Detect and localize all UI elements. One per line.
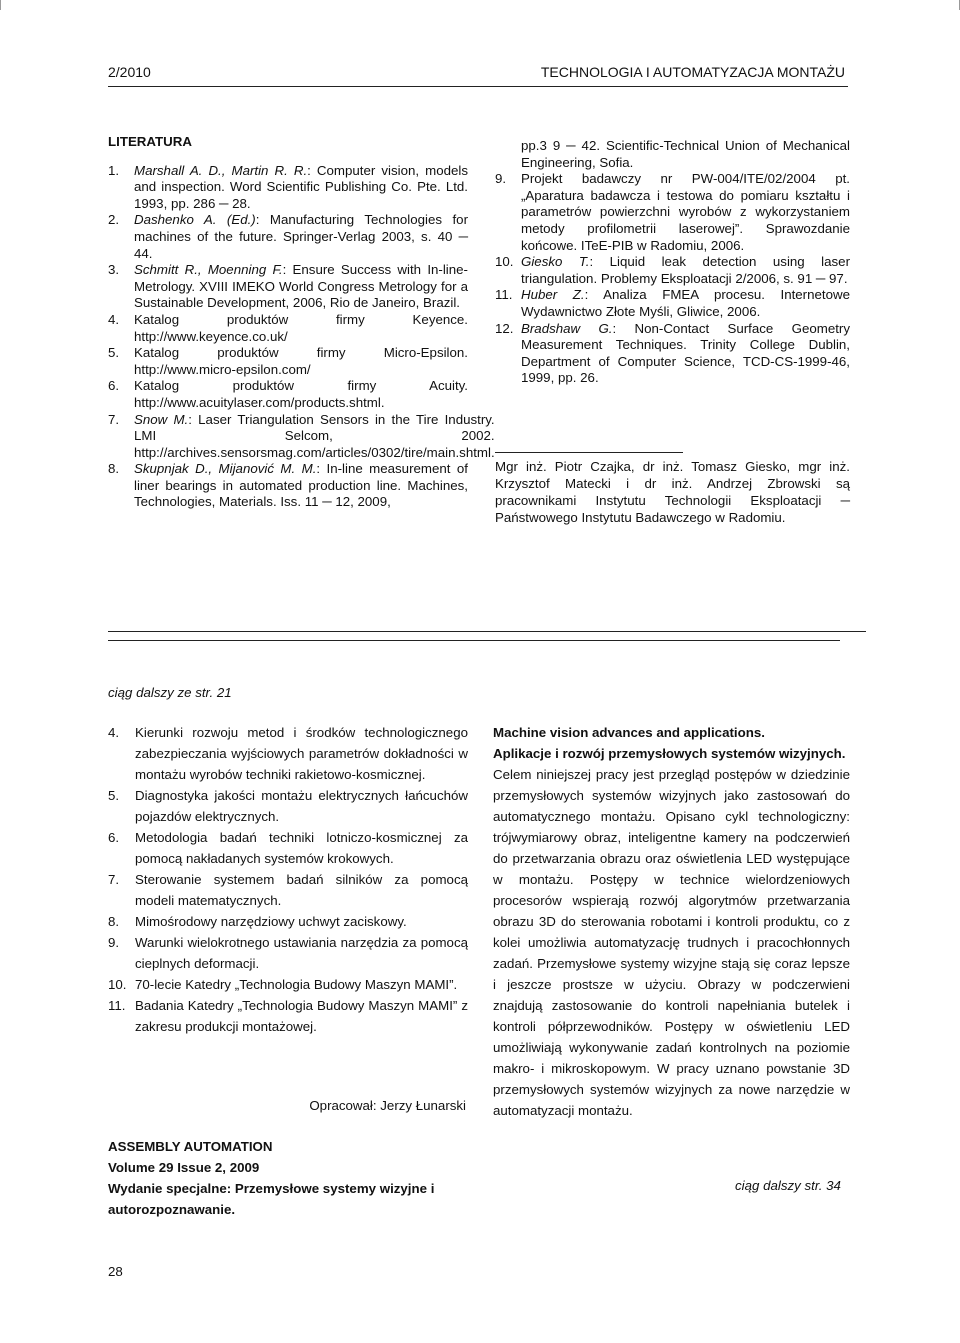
ref-body: : Ensure Success with In-line-Metrology. XVIII IMEKO World Congress Metrology for a Sustainable Development, 2006, Rio de Janeiro, Brazil. xyxy=(134,262,468,311)
reference-item xyxy=(108,212,468,262)
crop-mark xyxy=(0,0,1,10)
literature-title: LITERATURA xyxy=(108,134,192,149)
ref-text xyxy=(521,321,850,387)
ref-number: 5. xyxy=(108,345,120,361)
topic-number: 4. xyxy=(108,725,120,740)
ref-number: 11. xyxy=(495,287,513,303)
ref-number: 9. xyxy=(495,171,507,187)
ref-text xyxy=(521,138,850,171)
ref-body: : Computer vision, models and inspection. Word Scientific Publishing Co. Pte. Ltd. 1993, pp. 286 ─ 28. xyxy=(134,162,468,211)
topic-text: Sterowanie systemem badań silników za pomocą modeli matematycznych. xyxy=(135,872,468,908)
abstract-body: Celem niniejszej pracy jest przegląd postępów w dziedzinie przemysłowych systemów wizyjnych jako zastosowań do automatycznego montażu. Opisano cykl technologiczny: trójwymiarowy obraz, inteligentne kamery na podczerwień do przetwarzania obrazu oraz oświetlenia LED występujące w montażu. Postępy w technice wielordzeniowych procesorów wspierają rozwój algorytmów przetwarzania obrazu 3D do sterowania robotami i kontroli produktu, co z kolei umożliwia automatyzację trudnych i pracochłonnych zadań. Przemysłowe systemy wizyjne stają się coraz lepsze i jeszcze prostsze w użyciu. Obrazy w podczerwieni znajdują zastosowanie do kontroli napełniania butelek i kontroli półprzewodników. Postępy w oświetleniu LED umożliwiają wykonywanie zadań kontrolnych na poziomie makro- i mikroskopowym. W pracy uznano powstanie 3D przemysłowych systemów wizyjnych za nowe narzędzie w automatyzacji montażu. xyxy=(493,767,850,1118)
ref-text xyxy=(521,287,850,320)
ref-number: 1. xyxy=(108,162,120,178)
ref-number: 6. xyxy=(108,378,120,394)
ref-number: 4. xyxy=(108,311,120,327)
reference-item xyxy=(108,312,468,345)
ref-number: 10. xyxy=(495,254,514,270)
issue-number: 2/2010 xyxy=(108,64,151,80)
section-divider xyxy=(108,631,866,632)
abstract-column xyxy=(493,722,850,1121)
ref-text xyxy=(134,262,468,312)
reference-item xyxy=(108,461,468,511)
reference-item xyxy=(495,171,850,254)
ref-body: : Laser Triangulation Sensors in the Tire Industry. LMI Selcom, 2002. http://archives.sensorsmag.com/articles/0302/tire/main.shtml. xyxy=(134,411,495,460)
ref-body: pp.3 9 ─ 42. Scientific-Technical Union of Mechanical Engineering, Sofia. xyxy=(521,138,850,170)
ref-text xyxy=(134,412,495,462)
ref-body: : Manufacturing Technologies for machines of the future. Springer-Verlag 2003, s. 40 ─ 44. xyxy=(134,212,468,261)
continued-from: ciąg dalszy ze str. 21 xyxy=(108,685,232,700)
ref-author: Schmitt R., Moenning F. xyxy=(134,262,283,278)
assembly-title: ASSEMBLY AUTOMATION xyxy=(108,1139,273,1154)
literature-right-column xyxy=(495,138,850,387)
abstract-title: Machine vision advances and applications. xyxy=(493,725,765,740)
abstract-subtitle: Aplikacje i rozwój przemysłowych systemów wizyjnych. xyxy=(493,746,846,761)
journal-title: TECHNOLOGIA I AUTOMATYZACJA MONTAŻU xyxy=(540,64,845,80)
page-number: 28 xyxy=(108,1264,123,1279)
reference-item xyxy=(495,287,850,320)
ref-text xyxy=(134,345,468,378)
header-rule xyxy=(108,86,848,87)
ref-body: Katalog produktów firmy Keyence. http://www.keyence.co.uk/ xyxy=(134,311,468,344)
ref-text xyxy=(521,171,850,254)
topic-number: 9. xyxy=(108,935,120,950)
topics-list xyxy=(108,722,468,1037)
topic-text: 70-lecie Katedry „Technologia Budowy Maszyn MAMI”. xyxy=(135,977,458,992)
ref-number xyxy=(495,138,521,171)
literature-left-column xyxy=(108,134,495,511)
ref-author: Bradshaw G. xyxy=(521,320,613,336)
ref-body: : Liquid leak detection using laser triangulation. Problemy Eksploatacji 2/2006, s. 91 ─ 97. xyxy=(521,254,850,286)
topic-item xyxy=(108,722,468,785)
topic-item xyxy=(108,827,468,869)
ref-body: : Non-Contact Surface Geometry Measurement Techniques. Trinity College Dublin, Department of Computer Science, TCD-CS-1999-46, 1999, pp. 26. xyxy=(521,320,850,386)
topic-item xyxy=(108,785,468,827)
ref-text xyxy=(521,254,850,287)
ref-number: 8. xyxy=(108,461,120,477)
ref-author: Giesko T. xyxy=(521,254,590,270)
topic-item xyxy=(108,932,468,974)
topic-item xyxy=(108,869,468,911)
assembly-block xyxy=(108,1136,478,1220)
reference-item xyxy=(108,411,495,462)
topic-number: 8. xyxy=(108,914,120,929)
prepared-by: Opracował: Jerzy Łunarski xyxy=(309,1098,466,1113)
ref-text xyxy=(134,212,468,262)
topic-number: 5. xyxy=(108,788,120,803)
topic-item xyxy=(108,974,468,995)
topic-text: Warunki wielokrotnego ustawiania narzędzia za pomocą cieplnych deformacji. xyxy=(135,935,468,971)
ref-number: 7. xyxy=(108,411,120,427)
reference-item xyxy=(495,138,850,171)
ref-author: Marshall A. D., Martin R. R. xyxy=(134,162,308,178)
topic-item xyxy=(108,911,468,932)
assembly-special: Wydanie specjalne: Przemysłowe systemy wizyjne i autorozpoznawanie. xyxy=(108,1181,435,1217)
reference-item xyxy=(108,163,468,213)
ref-text xyxy=(134,461,468,511)
ref-body: : Analiza FMEA procesu. Internetowe Wydawnictwo Złote Myśli, Gliwice, 2006. xyxy=(521,287,850,319)
authors-note: Mgr inż. Piotr Czajka, dr inż. Tomasz Giesko, mgr inż. Krzysztof Matecki i dr inż. Andrzej Zbrowski są pracownikami Instytutu Technologii Eksploatacji ─ Państwowego Instytutu Badawczego w Radomiu. xyxy=(495,459,850,525)
ref-body: Projekt badawczy nr PW-004/ITE/02/2004 pt. „Aparatura badawcza i testowa do pomiaru kształtu i parametrów powierzchni wyrobów z wykorzystaniem metody profilometrii laserowej”. Sprawozdanie końcowe. ITeE-PIB w Radomiu, 2006. xyxy=(521,171,850,253)
reference-item xyxy=(495,321,850,387)
ref-text xyxy=(134,312,468,345)
topic-item xyxy=(108,995,468,1037)
reference-item xyxy=(108,262,468,312)
reference-item xyxy=(108,378,468,411)
topic-text: Mimośrodowy narzędziowy uchwyt zaciskowy. xyxy=(135,914,407,929)
ref-number: 3. xyxy=(108,262,120,278)
ref-body: Katalog produktów firmy Acuity. http://www.acuitylaser.com/products.shtml. xyxy=(134,378,468,410)
topic-text: Metodologia badań techniki lotniczo-kosmicznej za pomocą nakładanych systemów krokowych. xyxy=(135,830,468,866)
topic-number: 6. xyxy=(108,830,120,845)
topic-number: 11. xyxy=(108,998,126,1013)
ref-author: Skupnjak D., Mijanović M. M. xyxy=(134,461,317,477)
ref-author: Huber Z. xyxy=(521,287,585,303)
topic-text: Kierunki rozwoju metod i środków technologicznego zabezpieczania wyjściowych parametrów dokładności w montażu wyrobów techniki rakietowo-kosmicznej. xyxy=(135,725,468,782)
ref-number: 12. xyxy=(495,320,514,336)
section-divider xyxy=(108,640,840,641)
ref-body: : In-line measurement of liner bearings in automated production line. Machines, Technologies, Materials. Iss. 11 ─ 12, 2009, xyxy=(134,461,468,510)
ref-body: Katalog produktów firmy Micro-Epsilon. http://www.micro-epsilon.com/ xyxy=(134,345,468,377)
reference-item xyxy=(495,254,850,287)
reference-item xyxy=(108,345,468,378)
topic-number: 10. xyxy=(108,977,127,992)
ref-text xyxy=(134,378,468,411)
ref-number: 2. xyxy=(108,212,120,228)
topic-text: Diagnostyka jakości montażu elektrycznych łańcuchów pojazdów elektrycznych. xyxy=(135,788,468,824)
topic-number: 7. xyxy=(108,872,120,887)
continued-to: ciąg dalszy str. 34 xyxy=(735,1178,841,1193)
topic-text: Badania Katedry „Technologia Budowy Maszyn MAMI” z zakresu produkcji montażowej. xyxy=(135,998,468,1034)
footnote-rule xyxy=(495,452,683,453)
ref-author: Dashenko A. (Ed.) xyxy=(134,212,256,228)
assembly-volume: Volume 29 Issue 2, 2009 xyxy=(108,1160,260,1175)
ref-text xyxy=(134,163,468,213)
ref-author: Snow M. xyxy=(134,411,189,427)
